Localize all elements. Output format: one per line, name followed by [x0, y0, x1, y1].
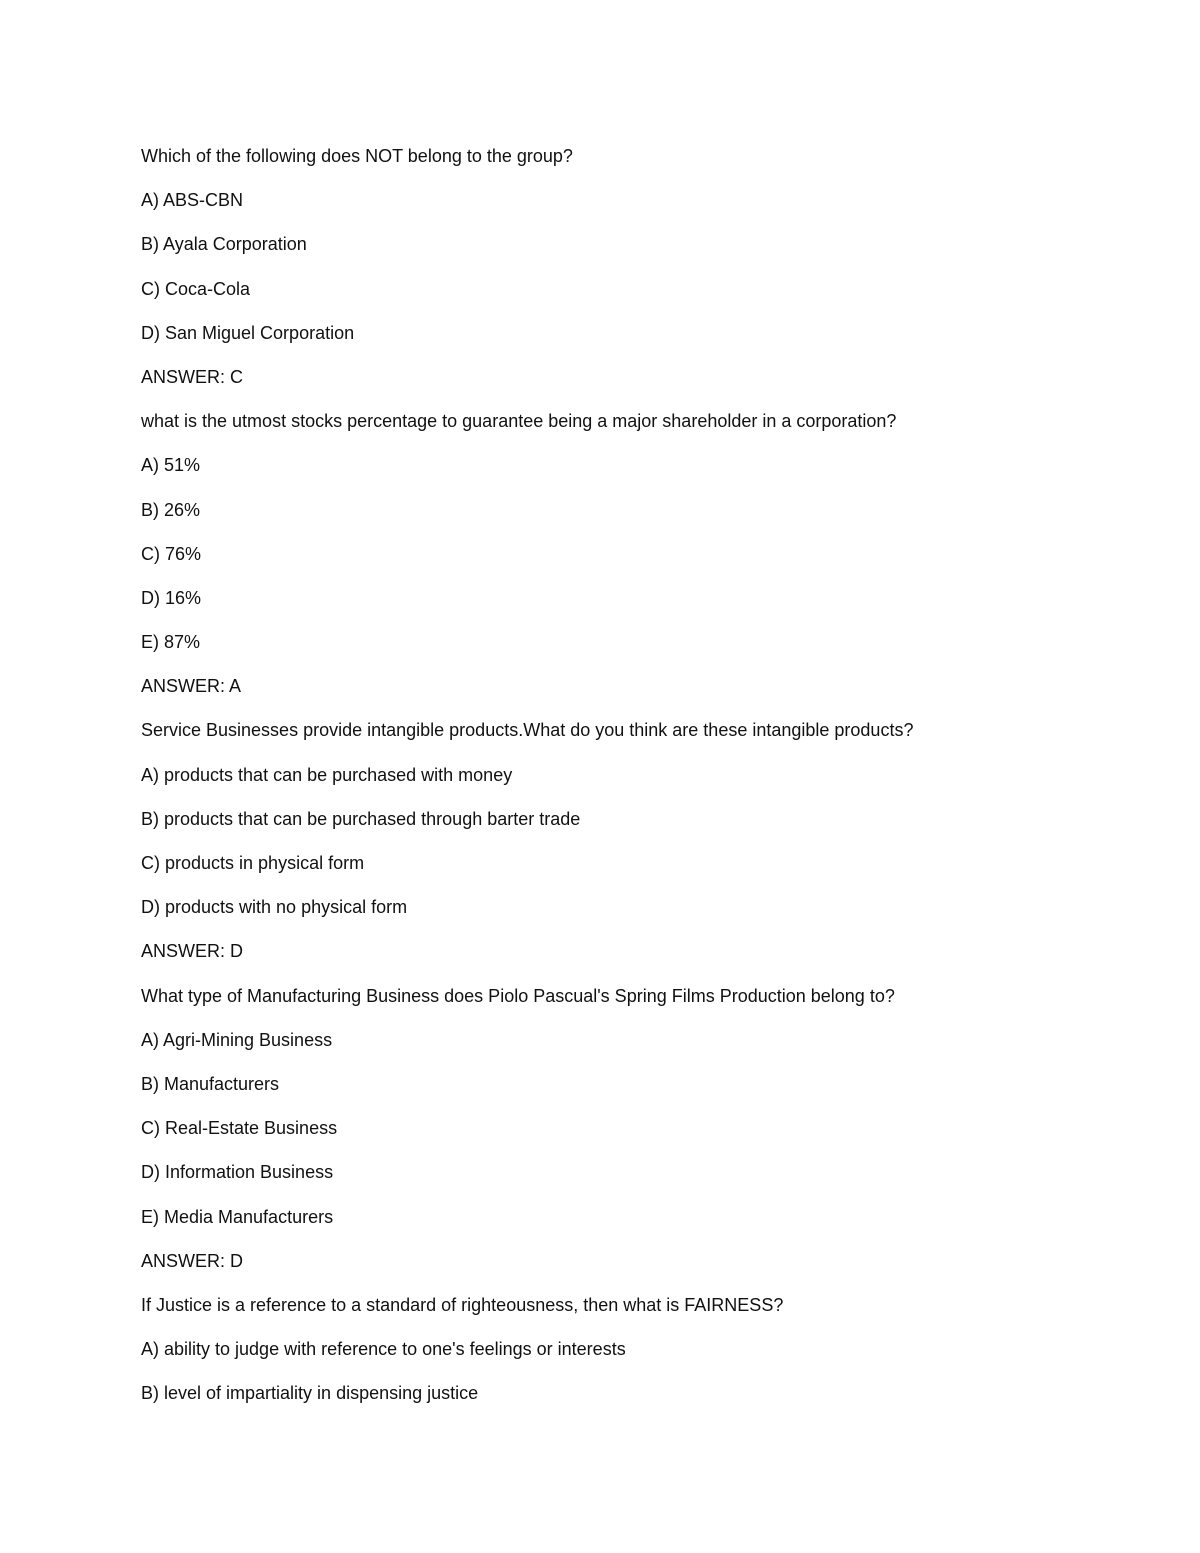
answer-option: A) Agri-Mining Business [141, 1029, 333, 1050]
answer-option: B) level of impartiality in dispensing justice [141, 1383, 479, 1404]
question-block [141, 1291, 1141, 1424]
answer-option: A) ability to judge with reference to one's feelings or interests [141, 1339, 626, 1360]
document-body [141, 142, 1141, 1423]
question-block [141, 407, 1141, 716]
answer-key: ANSWER: A [141, 676, 242, 697]
question-text: what is the utmost stocks percentage to guarantee being a major shareholder in a corporation? [141, 411, 897, 432]
question-text: If Justice is a reference to a standard of righteousness, then what is FAIRNESS? [141, 1294, 784, 1315]
answer-option: C) products in physical form [141, 853, 365, 873]
answer-option: A) ABS-CBN [141, 190, 244, 211]
question-block [141, 982, 1141, 1291]
answer-option: B) 26% [141, 499, 201, 520]
answer-option: D) Information Business [141, 1162, 334, 1183]
answer-option: C) Coca-Cola [141, 278, 251, 299]
answer-option: A) products that can be purchased with money [141, 764, 513, 785]
answer-option: C) Real-Estate Business [141, 1118, 338, 1139]
answer-option: B) Manufacturers [141, 1073, 280, 1094]
answer-key: ANSWER: D [141, 941, 244, 962]
answer-option: A) 51% [141, 455, 201, 476]
answer-option: D) San Miguel Corporation [141, 322, 355, 343]
answer-key: ANSWER: D [141, 1250, 244, 1271]
answer-option: D) products with no physical form [141, 897, 408, 918]
question-text: Which of the following does NOT belong to the group? [141, 146, 573, 166]
answer-option: E) Media Manufacturers [141, 1206, 334, 1227]
question-text: Service Businesses provide intangible products.What do you think are these intangible products? [141, 720, 914, 741]
answer-option: C) 76% [141, 543, 202, 564]
answer-option: B) Ayala Corporation [141, 234, 307, 255]
question-block [141, 716, 1141, 981]
question-text: What type of Manufacturing Business does Piolo Pascual's Spring Films Production belong to? [141, 985, 895, 1006]
answer-key: ANSWER: C [141, 366, 244, 387]
answer-option: D) 16% [141, 587, 202, 608]
answer-option: B) products that can be purchased through barter trade [141, 808, 581, 829]
question-block [141, 142, 1141, 407]
answer-option: E) 87% [141, 632, 201, 653]
